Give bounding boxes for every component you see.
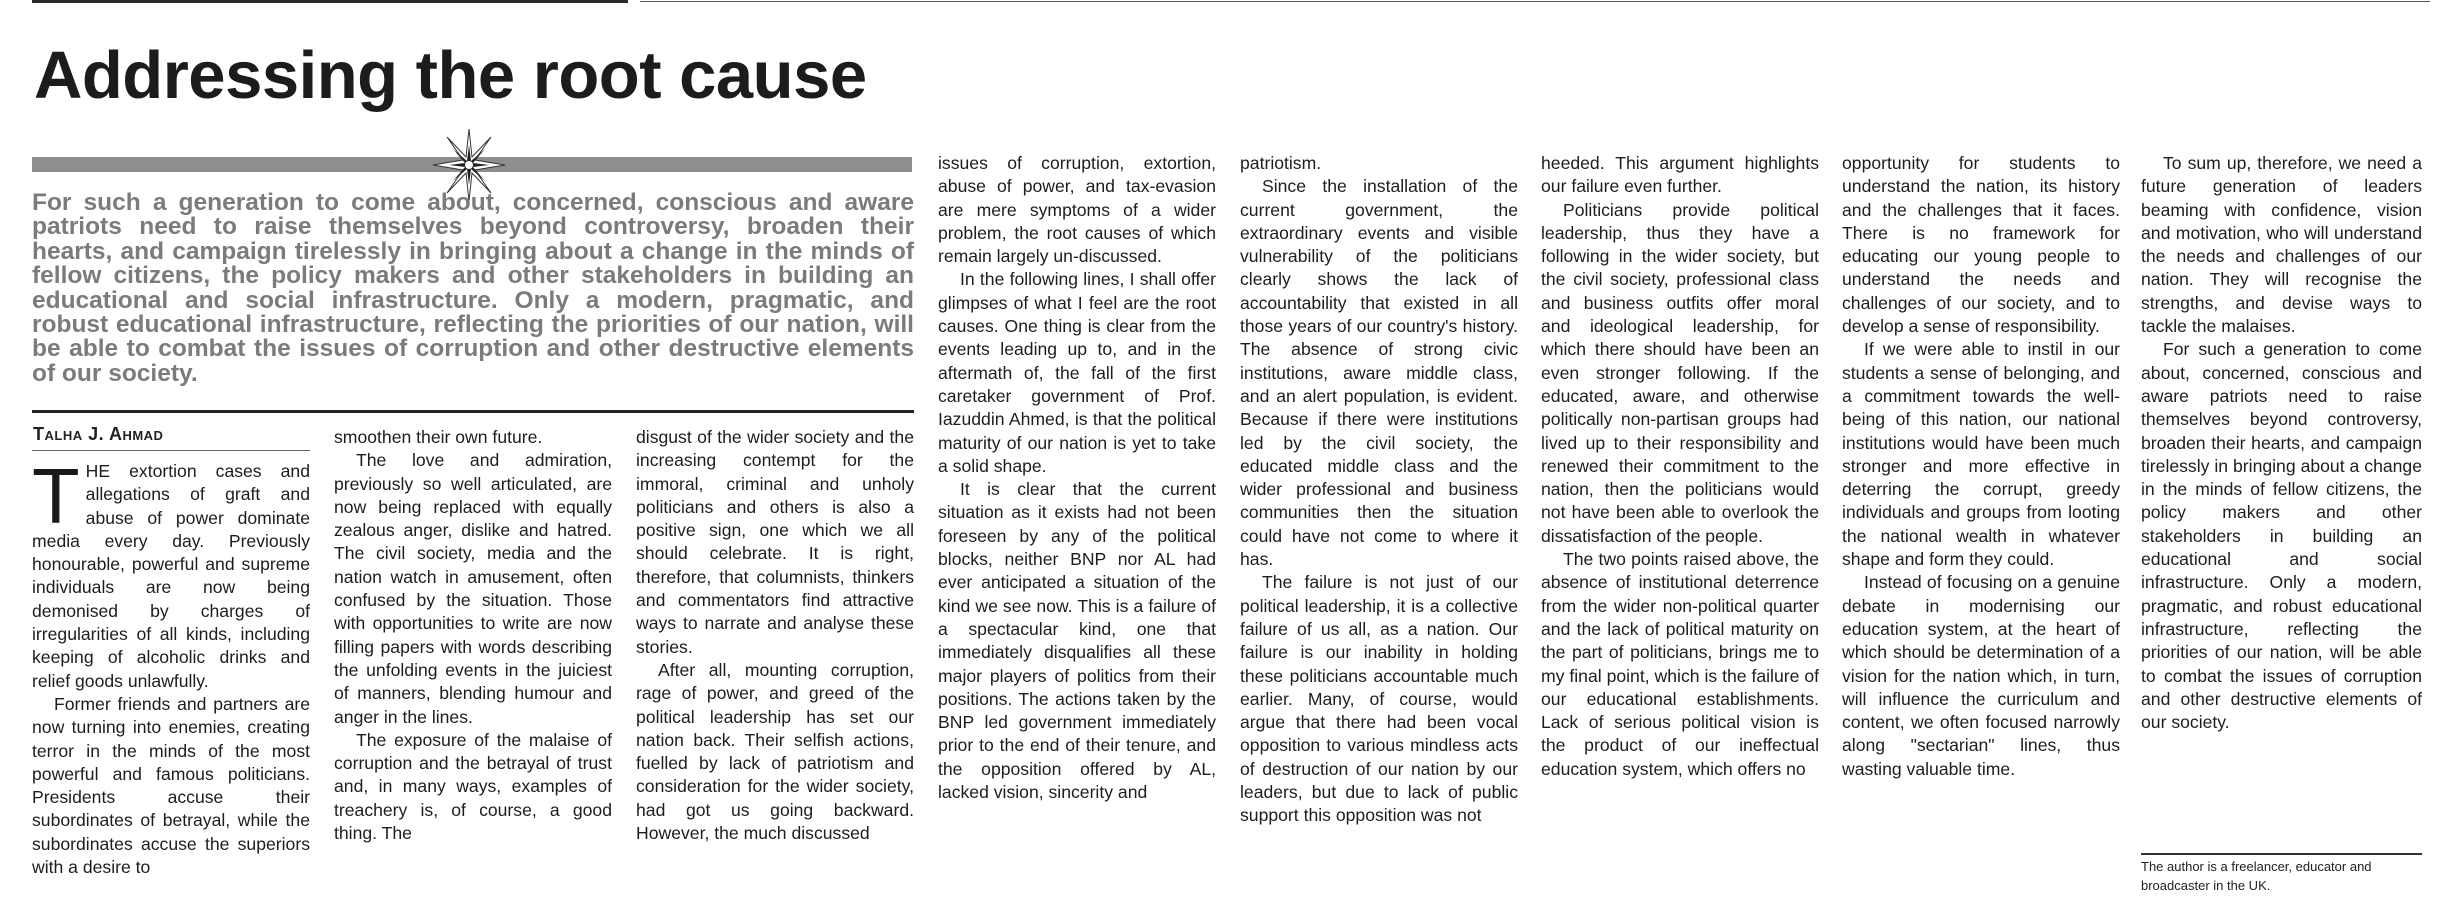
paragraph: The love and admiration, previously so well articulated, are now being replaced with equally zealous anger, dislike and hatred. The civil society, media and the nation watch in amusement, often confused by the situation. Those with opportunities to write are now filling papers with words describing the unfolding events in the juiciest of manners, blending humour and anger in the lines. xyxy=(334,450,612,727)
byline-rule xyxy=(32,450,310,451)
drop-cap: T xyxy=(32,460,80,540)
paragraph: heeded. This argument highlights our failure even further. xyxy=(1541,153,1819,197)
paragraph: smoothen their own future. xyxy=(334,427,543,447)
paragraph: issues of corruption, extortion, abuse of power, and tax-evasion are mere symptoms of a wider problem, the root causes of which remain largely un-discussed. xyxy=(938,153,1216,267)
article-column-8 xyxy=(2141,152,2422,847)
top-rule-thin xyxy=(640,1,2430,2)
paragraph: disgust of the wider society and the increasing contempt for the immoral, criminal and unholy politicians and others is also a positive sign, one which we all should celebrate. It is right, therefore, that columnists, thinkers and commentators find attractive ways to narrate and analyse these stories. xyxy=(636,427,914,657)
article-column-7 xyxy=(1842,152,2120,915)
paragraph: The failure is not just of our political leadership, it is a collective failure of us all, as a nation. Our failure is our inability in holding these politicians accountable much earlier. Many, of course, would argue that there had been vocal opposition to various mindless acts of destruction of our nation by our leaders, but due to lack of public support this opposition was not xyxy=(1240,572,1518,826)
author-note-rule xyxy=(2141,853,2422,855)
paragraph: For such a generation to come about, concerned, conscious and aware patriots need to raise themselves beyond controversy, broaden their hearts, and campaign tirelessly in bringing about a change in the minds of fellow citizens, the policy makers and other stakeholders in building an educational and social infrastructure. Only a modern, pragmatic, and robust educational infrastructure, reflecting the priorities of our nation, will be able to combat the issues of corruption and other destructive elements of our society. xyxy=(2141,339,2422,733)
paragraph: It is clear that the current situation as it exists had not been foreseen by any of the political blocks, neither BNP nor AL had ever anticipated a situation of the kind we see now. This is a failure of a spectacular kind, one that immediately disqualifies all these major players of politics from their positions. The actions taken by the BNP led government immediately prior to the end of their tenure, and the opposition offered by AL, lacked vision, sincerity and xyxy=(938,479,1216,803)
standfirst: For such a generation to come about, concerned, conscious and aware patriots need to raise themselves beyond controversy, broaden their hearts, and campaign tirelessly in bringing about a change in the minds of fellow citizens, the policy makers and other stakeholders in building an educational and social infrastructure. Only a modern, pragmatic, and robust educational infrastructure, reflecting the priorities of our nation, will be able to combat the issues of corruption and other destructive elements of our society. xyxy=(32,189,914,387)
paragraph: Politicians provide political leadership, thus they have a following in the wider society, but the civil society, professional class and business outfits offer moral and ideological leadership, for which there should have been an even stronger following. If the educated, aware, and otherwise politically non-partisan groups had lived up to their responsibility and renewed their commitment to the nation, then the politicians would not have been able to overlook the dissatisfaction of the people. xyxy=(1541,199,1819,546)
paragraph: opportunity for students to understand the nation, its history and the challenges that it faces. There is no framework for educating our young people to understand the needs and challenges of our society, and to develop a sense of responsibility. xyxy=(1842,153,2120,337)
article-column-5 xyxy=(1240,152,1518,915)
paragraph: To sum up, therefore, we need a future generation of leaders beaming with confidence, vision and motivation, who will understand the needs and challenges of our nation. They will recognise the strengths, and devise ways to tackle the malaises. xyxy=(2141,153,2422,337)
paragraph: The exposure of the malaise of corruption and the betrayal of trust and, in many ways, examples of treachery is, of course, a good thing. The xyxy=(334,729,612,844)
article-column-6 xyxy=(1541,152,1819,915)
paragraph: THE extortion cases and allegations of graft and abuse of power dominate media every day. Previously honourable, powerful and supreme individuals are now being demonised by charges of irregularities of all kinds, including keeping of alcoholic drinks and relief goods unlawfully. xyxy=(32,460,310,691)
author-note: The author is a freelancer, educator and broadcaster in the UK. xyxy=(2141,859,2372,893)
paragraph: Instead of focusing on a genuine debate in modernising our education system, at the heart of which should be determination of a vision for the nation which, in turn, will influence the curriculum and content, we often focused narrowly along "sectarian" lines, thus wasting valuable time. xyxy=(1842,572,2120,779)
paragraph: Former friends and partners are now turning into enemies, creating terror in the minds of the most powerful and famous politicians. Presidents accuse their subordinates of betrayal, while the subordinates accuse the superiors with a desire to xyxy=(32,693,310,878)
paragraph: patriotism. xyxy=(1240,153,1322,173)
byline: Talha J. Ahmad xyxy=(33,424,164,444)
paragraph: Since the installation of the current government, the extraordinary events and visible vulnerability of the politicians clearly shows the lack of accountability that existed in all those years of our country's history. The absence of strong civic institutions, aware middle class, and an alert population, is evident. Because if there were institutions led by the civil society, the educated middle class and the wider professional and business communities then the situation could have not come to where it has. xyxy=(1240,176,1518,570)
headline: Addressing the root cause xyxy=(34,38,867,113)
paragraph: The two points raised above, the absence of institutional deterrence from the wider non-political quarter and the lack of political maturity on the part of politicians, brings me to my final point, which is the failure of our educational establishments. Lack of serious political vision is the product of our ineffectual education system, which offers no xyxy=(1541,549,1819,779)
top-rule-thick xyxy=(32,0,628,3)
article-column-3 xyxy=(636,426,914,915)
paragraph: In the following lines, I shall offer glimpses of what I feel are the root causes. One thing is clear from the events leading up to, and in the aftermath of, the fall of the first caretaker government of Prof. Iazuddin Ahmed, is that the political maturity of our nation is yet to take a solid shape. xyxy=(938,269,1216,476)
article-column-4 xyxy=(938,152,1216,915)
paragraph: If we were able to instil in our students a sense of belonging, and a commitment towards the well-being of this nation, our national institutions would have been much stronger and more effective in deterring the corrupt, greedy individuals and groups from looting the national wealth in whatever shape and form they could. xyxy=(1842,339,2120,570)
standfirst-rule xyxy=(32,410,914,413)
article-column-1 xyxy=(32,460,310,915)
paragraph: After all, mounting corruption, rage of power, and greed of the political leadership has set our nation back. Their selfish actions, fuelled by lack of patriotism and consideration for the wider society, had got us going backward. However, the much discussed xyxy=(636,659,914,844)
article-column-2 xyxy=(334,426,612,915)
